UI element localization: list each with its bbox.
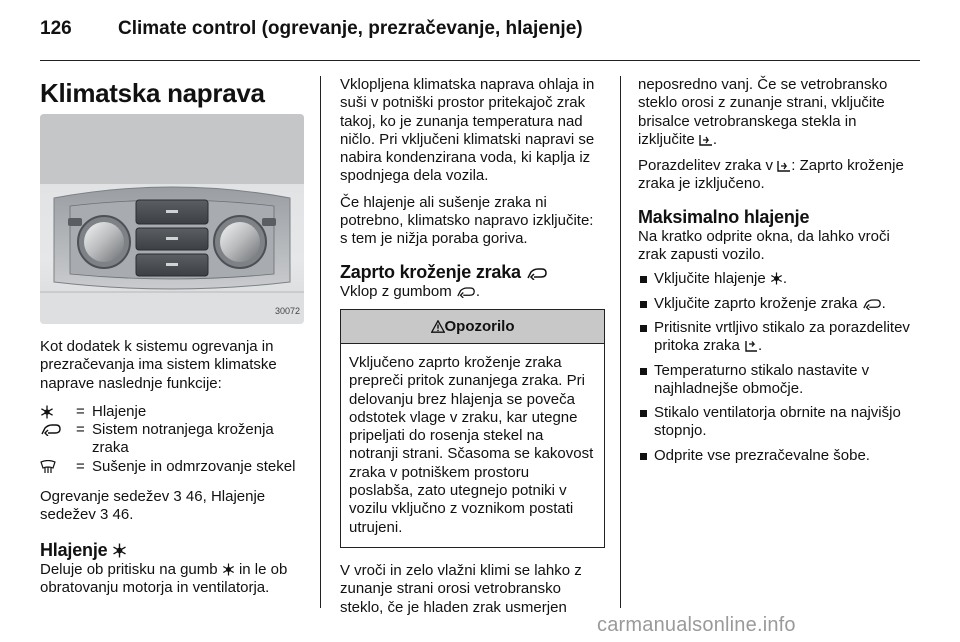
paragraph: Porazdelitev zraka v : Zaprto kroženje zraka je izključeno. bbox=[638, 157, 904, 193]
list-item: Pritisnite vrtljivo stikalo za porazdelitev pritoka zraka . bbox=[638, 319, 913, 356]
snowflake-icon bbox=[770, 272, 783, 285]
air-distribution-icon bbox=[777, 160, 791, 172]
seat-reference: Ogrevanje sedežev 3 46, Hlajenje sedežev 3 46. bbox=[40, 488, 266, 524]
warning-header: Opozorilo bbox=[341, 310, 604, 344]
recirculation-icon bbox=[526, 268, 548, 280]
paragraph: V vroči in zelo vlažni klimi se lahko z zunanje strani orosi vetrobransko steklo, če je hladen zrak usmerjen bbox=[340, 561, 582, 616]
recirculation-text: Vklop z gumbom . bbox=[340, 282, 481, 300]
list-item: Vključite hlajenje . bbox=[638, 270, 913, 288]
recirculation-icon bbox=[862, 299, 882, 310]
recirculation-heading: Zaprto kroženje zraka bbox=[340, 261, 605, 283]
symbol-row bbox=[40, 421, 306, 458]
warning-text: Vključeno zaprto kroženje zraka prepreči pritok zunanjega zraka. Pri delovanju brez hlajenja se poveča odstotek vlage v zraku, kar utegne pripeljati do rosenja stekel na notranji strani. Sčasoma se kakovost zraka v potniškem prostoru poslabša, zato utegnejo potniki v vozilu vključno z voznikom postati utrujeni. bbox=[349, 353, 594, 536]
cooling-heading: Hlajenje bbox=[40, 539, 306, 561]
equals-sign: = bbox=[76, 402, 85, 420]
column-divider bbox=[320, 76, 321, 608]
cooling-text: Deluje ob pritisku na gumb in le ob obratovanju motorja in ventilatorja. bbox=[40, 560, 288, 596]
intro-text: Kot dodatek k sistemu ogrevanja in prezračevanja ima sistem klimatske naprave naslednje funkcije: bbox=[40, 338, 277, 392]
list-item: Temperaturno stikalo nastavite v najhladnejše območje. bbox=[638, 362, 913, 399]
snowflake-icon bbox=[112, 543, 127, 558]
paragraph: Če hlajenje ali sušenje zraka ni potrebno, klimatsko napravo izključite: s tem je nižja poraba goriva. bbox=[340, 193, 594, 248]
symbol-list bbox=[40, 403, 306, 476]
figure-number: 30072 bbox=[274, 305, 300, 316]
page-header bbox=[40, 18, 920, 48]
column-2 bbox=[340, 76, 605, 617]
air-upper-icon bbox=[744, 340, 758, 352]
section-heading: Klimatska naprava bbox=[40, 78, 265, 108]
list-item: Odprite vse prezračevalne šobe. bbox=[638, 447, 913, 465]
page-number: 126 bbox=[40, 18, 72, 39]
max-cooling-heading: Maksimalno hlajenje bbox=[638, 206, 810, 227]
air-distribution-icon bbox=[699, 134, 713, 146]
column-divider bbox=[620, 76, 621, 608]
warning-triangle-icon bbox=[431, 320, 445, 333]
climate-panel-figure bbox=[40, 114, 304, 324]
list-item: Vključite zaprto kroženje zraka . bbox=[638, 295, 913, 313]
paragraph: neposredno vanj. Če se vetrobransko steklo orosi z zunanje strani, vključite brisalce vetrobranskega stekla in izključite . bbox=[638, 76, 888, 148]
column-3 bbox=[638, 76, 913, 465]
warning-box bbox=[340, 309, 605, 548]
symbol-description: Sistem notranjega kroženja zraka bbox=[92, 421, 274, 457]
list-item: Stikalo ventilatorja obrnite na najvišjo stopnjo. bbox=[638, 404, 913, 441]
symbol-description: Hlajenje bbox=[92, 402, 147, 420]
page-title: Climate control (ogrevanje, prezračevanje, hlajenje) bbox=[118, 18, 583, 39]
symbol-row bbox=[40, 458, 306, 476]
recirculation-icon bbox=[456, 287, 476, 298]
paragraph: Vklopljena klimatska naprava ohlaja in suši v potniški prostor pritekajoč zrak takoj, ko je zunanja temperatura nad ničlo. Pri vključeni klimatski napravi se nabira kondenzirana voda, ki kaplja iz spodnjega dela vozila. bbox=[340, 76, 595, 185]
symbol-row bbox=[40, 403, 306, 421]
paragraph: Na kratko odprite okna, da lahko vroči zrak zapusti vozilo. bbox=[638, 227, 890, 264]
snowflake-icon bbox=[222, 563, 235, 576]
symbol-description: Sušenje in odmrzovanje stekel bbox=[92, 457, 296, 475]
snowflake-icon bbox=[40, 405, 54, 419]
column-1 bbox=[40, 76, 306, 597]
step-list bbox=[638, 270, 913, 465]
climate-panel-illustration bbox=[40, 114, 304, 324]
header-divider bbox=[40, 60, 920, 61]
watermark: carmanualsonline.info bbox=[597, 614, 796, 636]
demist-icon bbox=[40, 460, 56, 474]
equals-sign: = bbox=[76, 457, 85, 475]
recirculation-icon bbox=[40, 424, 62, 436]
equals-sign: = bbox=[76, 421, 85, 439]
